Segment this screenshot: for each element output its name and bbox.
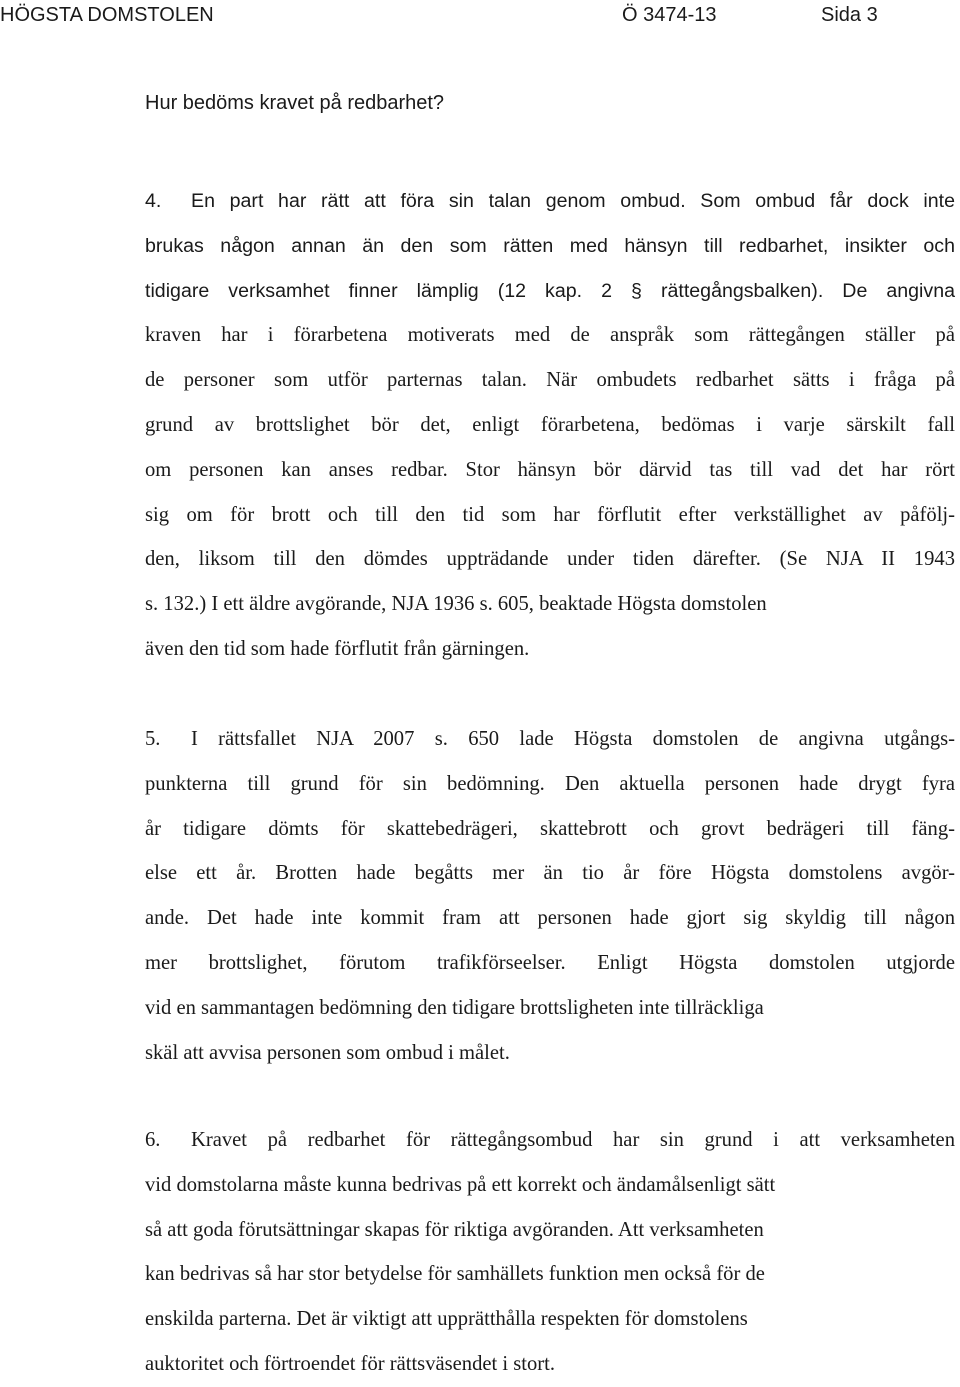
paragraph-line: 4. En part har rätt att föra sin talan genom ombud. Som ombud får dock inte	[145, 179, 955, 224]
paragraph-line: grund av brottslighet bör det, enligt förarbetena, bedömas i varje särskilt fall	[145, 413, 955, 436]
case-number: Ö 3474-13	[622, 4, 717, 26]
paragraph-line: 6. Kravet på redbarhet för rättegångsombud har sin grund i att verksamheten	[145, 1118, 955, 1163]
page-header	[0, 4, 960, 30]
paragraph-line: else ett år. Brotten hade begåtts mer än tio år före Högsta domstolens avgör-	[145, 862, 955, 885]
paragraph-number: 4.	[145, 190, 162, 212]
paragraph-number: 6.	[145, 1129, 161, 1151]
paragraph-line: så att goda förutsättningar skapas för riktiga avgöranden. Att verksamheten	[145, 1218, 764, 1241]
paragraph-line: mer brottslighet, förutom trafikförseelser. Enligt Högsta domstolen utgjorde	[145, 951, 955, 974]
section-question: Hur bedöms kravet på redbarhet?	[145, 92, 445, 114]
paragraph-line: tidigare verksamhet finner lämplig (12 kap. 2 § rättegångsbalken). De angivna	[145, 279, 955, 302]
paragraph-line: skäl att avvisa personen som ombud i målet.	[145, 1041, 510, 1064]
paragraph-line: kan bedrivas så har stor betydelse för samhällets funktion men också för de	[145, 1263, 765, 1286]
paragraph-line: vid en sammantagen bedömning den tidigare brottsligheten inte tillräckliga	[145, 996, 764, 1019]
paragraph-number: 5.	[145, 728, 161, 750]
paragraph-line: punkterna till grund för sin bedömning. Den aktuella personen hade drygt fyra	[145, 772, 955, 795]
page-number: Sida 3	[821, 4, 878, 26]
paragraph-5	[145, 717, 955, 1075]
paragraph-line: om personen kan anses redbar. Stor hänsyn bör därvid tas till vad det har rört	[145, 458, 955, 481]
paragraph-line: enskilda parterna. Det är viktigt att upprätthålla respekten för domstolens	[145, 1308, 748, 1331]
paragraph-line: de personer som utför parternas talan. När ombudets redbarhet sätts i fråga på	[145, 369, 955, 392]
paragraph-line: auktoritet och förtroendet för rättsväsendet i stort.	[145, 1352, 556, 1375]
paragraph-6	[145, 1118, 955, 1387]
paragraph-line: brukas någon annan än den som rätten med hänsyn till redbarhet, insikter och	[145, 234, 955, 257]
paragraph-line: den, liksom till den dömdes uppträdande under tiden därefter. (Se NJA II 1943	[145, 548, 955, 571]
paragraph-4	[145, 179, 955, 672]
paragraph-line: sig om för brott och till den tid som har förflutit efter verkställighet av påfölj-	[145, 503, 955, 526]
paragraph-line: vid domstolarna måste kunna bedrivas på ett korrekt och ändamålsenligt sätt	[145, 1173, 776, 1196]
paragraph-line: 5. I rättsfallet NJA 2007 s. 650 lade Högsta domstolen de angivna utgångs-	[145, 717, 955, 762]
court-name: HÖGSTA DOMSTOLEN	[0, 4, 214, 26]
paragraph-line: även den tid som hade förflutit från gärningen.	[145, 637, 530, 660]
paragraph-line: kraven har i förarbetena motiverats med de anspråk som rättegången ställer på	[145, 324, 955, 347]
paragraph-line: år tidigare dömts för skattebedrägeri, skattebrott och grovt bedrägeri till fäng-	[145, 817, 955, 840]
paragraph-line: s. 132.) I ett äldre avgörande, NJA 1936 s. 605, beaktade Högsta domstolen	[145, 593, 767, 616]
paragraph-line: ande. Det hade inte kommit fram att personen hade gjort sig skyldig till någon	[145, 907, 955, 930]
